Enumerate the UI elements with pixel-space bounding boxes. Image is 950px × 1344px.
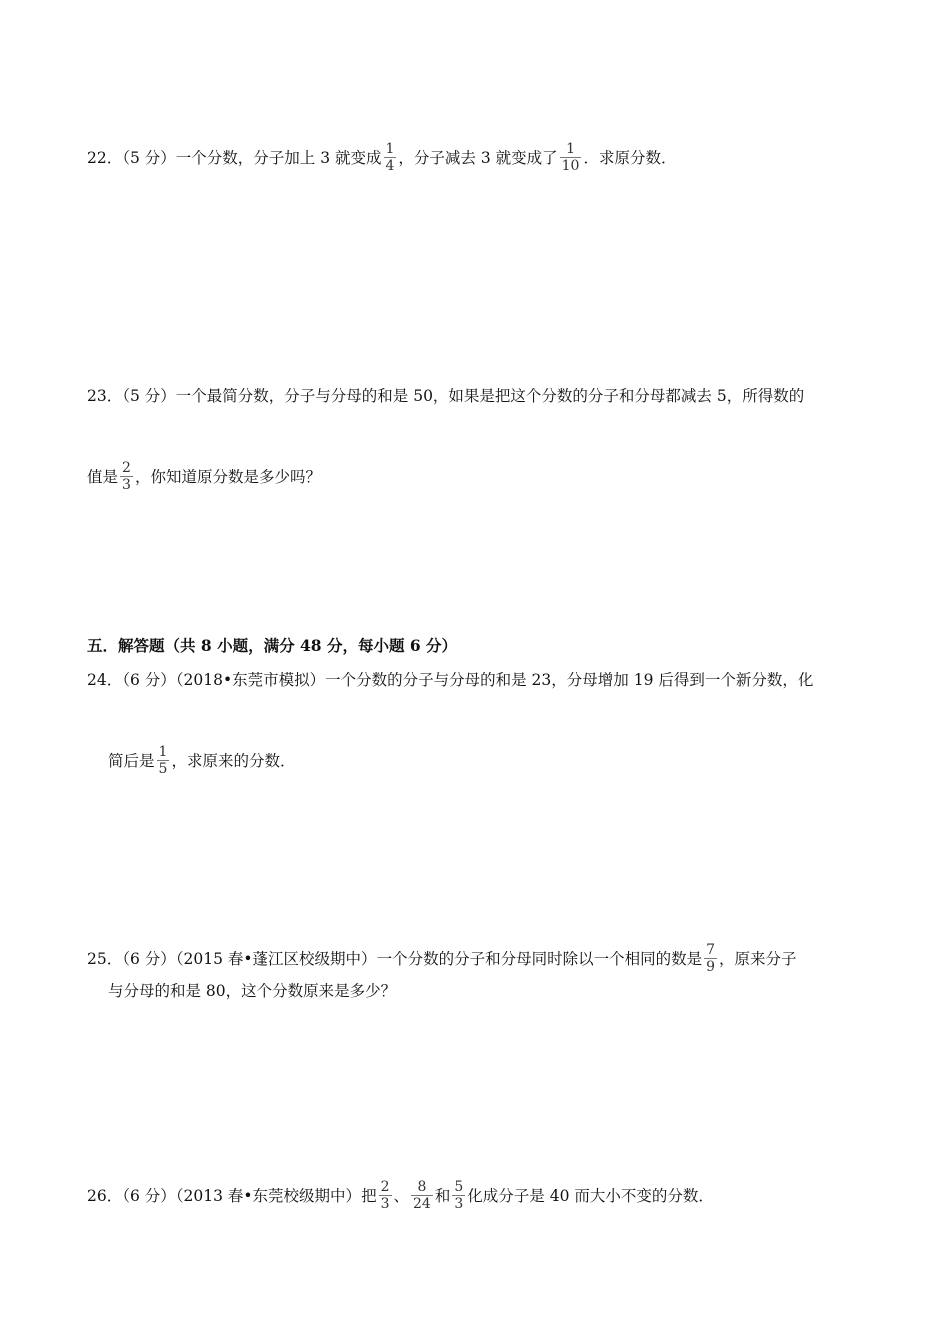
question-text: ．求原分数． bbox=[583, 149, 677, 167]
fraction-numerator: 7 bbox=[706, 942, 715, 958]
separator: 和 bbox=[434, 1187, 451, 1205]
question-text: ，你知道原分数是多少吗？ bbox=[134, 468, 321, 486]
fraction-2-3 bbox=[120, 460, 133, 493]
question-text: 一个最简分数，分子与分母的和是 50，如果是把这个分数的分子和分母都减去 5，所得数的 bbox=[175, 387, 805, 405]
fraction-denominator: 5 bbox=[158, 761, 168, 777]
question-score: （5 分） bbox=[122, 387, 176, 405]
fraction-1-5 bbox=[157, 744, 170, 777]
fraction-numerator: 5 bbox=[454, 1179, 464, 1195]
fraction-denominator: 10 bbox=[561, 158, 580, 174]
fraction-2-3 bbox=[379, 1179, 392, 1212]
fraction-denominator: 3 bbox=[380, 1196, 390, 1212]
question-text: 把 bbox=[361, 1187, 377, 1205]
question-number: 24． bbox=[87, 671, 123, 689]
section-heading: 五．解答题（共 8 小题，满分 48 分，每小题 6 分） bbox=[87, 636, 458, 655]
fraction-5-3 bbox=[452, 1179, 465, 1212]
fraction-denominator: 24 bbox=[413, 1196, 431, 1212]
fraction-numerator: 1 bbox=[566, 141, 576, 157]
question-text: 化成分子是 40 而大小不变的分数． bbox=[467, 1187, 714, 1205]
question-text: ，原来分子 bbox=[719, 950, 797, 968]
fraction-denominator: 9 bbox=[706, 959, 715, 975]
question-text: 一个分数的分子和分母同时除以一个相同的数是 bbox=[376, 950, 703, 968]
question-25-line-2 bbox=[108, 981, 396, 1001]
fraction-denominator: 3 bbox=[454, 1196, 464, 1212]
question-source: （2018•东莞市模拟） bbox=[175, 671, 326, 689]
question-text: 一个分数的分子与分母的和是 23，分母增加 19 后得到一个新分数，化 bbox=[325, 671, 814, 689]
question-number: 22． bbox=[87, 149, 123, 167]
question-score: （6 分） bbox=[122, 950, 176, 968]
question-24 bbox=[87, 670, 813, 690]
separator: 、 bbox=[393, 1187, 410, 1205]
question-source: （2013 春•东莞校级期中） bbox=[175, 1187, 362, 1205]
fraction-1-4 bbox=[384, 141, 397, 174]
question-score: （5 分） bbox=[122, 149, 176, 167]
question-25 bbox=[87, 942, 797, 975]
fraction-numerator: 8 bbox=[417, 1179, 427, 1195]
question-text: 与分母的和是 80，这个分数原来是多少？ bbox=[108, 982, 397, 1000]
question-26 bbox=[87, 1179, 714, 1212]
fraction-numerator: 1 bbox=[385, 141, 395, 157]
fraction-numerator: 1 bbox=[158, 744, 168, 760]
question-text: 一个分数，分子加上 3 就变成 bbox=[175, 149, 382, 167]
question-number: 26． bbox=[87, 1187, 123, 1205]
question-text: ，分子减去 3 就变成了 bbox=[398, 149, 558, 167]
question-number: 23． bbox=[87, 387, 123, 405]
question-text: 值是 bbox=[87, 468, 119, 486]
fraction-8-24 bbox=[411, 1179, 433, 1212]
question-24-line-2 bbox=[108, 744, 295, 777]
fraction-1-10 bbox=[560, 141, 582, 174]
fraction-7-9 bbox=[704, 942, 717, 975]
fraction-denominator: 3 bbox=[122, 477, 131, 493]
question-source: （2015 春•蓬江区校级期中） bbox=[175, 950, 377, 968]
question-23 bbox=[87, 386, 804, 406]
fraction-numerator: 2 bbox=[380, 1179, 390, 1195]
fraction-numerator: 2 bbox=[122, 460, 131, 476]
question-text: ，求原来的分数． bbox=[171, 752, 296, 770]
question-23-line-2 bbox=[87, 460, 321, 493]
question-score: （6 分） bbox=[122, 1187, 176, 1205]
question-score: （6 分） bbox=[122, 671, 176, 689]
question-number: 25． bbox=[87, 950, 123, 968]
fraction-denominator: 4 bbox=[385, 158, 395, 174]
question-text: 简后是 bbox=[108, 752, 155, 770]
question-22 bbox=[87, 141, 676, 174]
